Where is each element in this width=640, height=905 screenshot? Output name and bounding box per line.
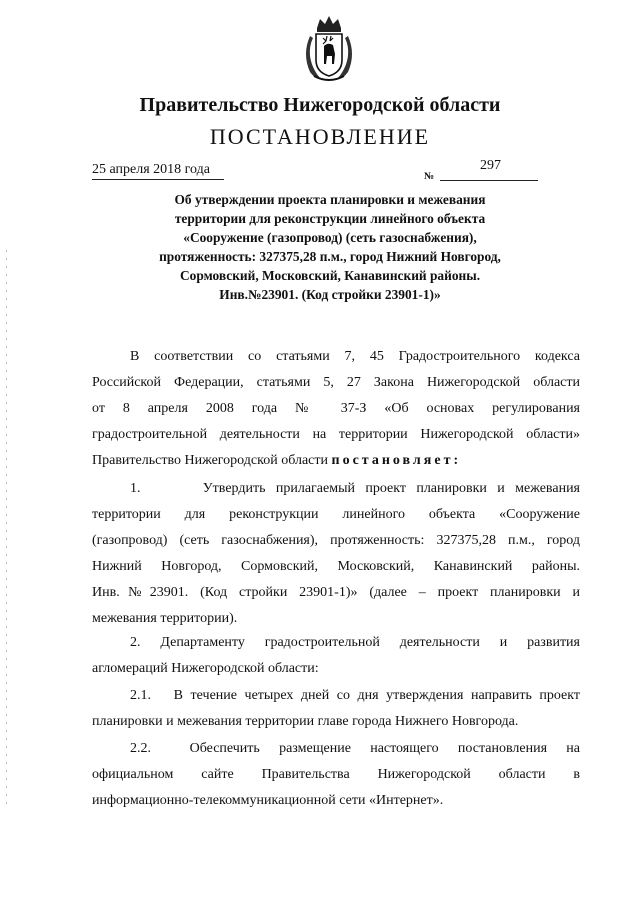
document-type: ПОСТАНОВЛЕНИЕ	[209, 124, 431, 149]
scan-edge-marks	[6, 250, 7, 810]
text-line: 2. Департаменту градостроительной деятельности и развития	[130, 635, 580, 650]
text-line	[92, 448, 580, 474]
number-sign: №	[424, 171, 435, 182]
item-2-2-paragraph	[92, 736, 580, 814]
text-line: 1. Утвердить прилагаемый проект планировки и межевания	[130, 481, 580, 496]
item-2-paragraph	[92, 630, 580, 682]
document-number: 297	[480, 158, 501, 173]
government-title: Правительство Нижегородской области	[139, 94, 501, 116]
item-1-paragraph	[92, 476, 580, 632]
subject-line: «Сооружение (газопровод) (сеть газоснабжения),	[183, 230, 477, 245]
text-line: В соответствии со статьями 7, 45 Градостроительного кодекса	[130, 349, 580, 364]
subject-line: протяженность: 327375,28 п.м., город Нижний Новгород,	[159, 249, 501, 264]
text-line: Российской Федерации, статьями 5, 27 Закона Нижегородской области	[92, 375, 580, 390]
subject-line: Сормовский, Московский, Канавинский районы.	[179, 268, 481, 283]
decree-word: постановляет:	[331, 453, 462, 468]
text-line: 2.2. Обеспечить размещение настоящего постановления на	[130, 741, 580, 756]
text-line: Инв.№23901. (Код стройки 23901-1)» (далее – проект планировки и	[92, 585, 580, 600]
number-underline	[440, 180, 538, 181]
subject-line: территории для реконструкции линейного объекта	[174, 211, 486, 226]
text-line: информационно-телекоммуникационной сети «Интернет».	[92, 793, 444, 808]
text-line: Нижний Новгород, Сормовский, Московский, Канавинский районы.	[92, 559, 580, 574]
coat-of-arms-emblem	[300, 14, 358, 82]
text-line: территории для реконструкции линейного объекта «Сооружение	[92, 507, 580, 522]
text-line: градостроительной деятельности на территории Нижегородской области»	[92, 427, 580, 442]
preamble-paragraph	[92, 344, 580, 474]
date-underline	[92, 179, 224, 180]
document-date: 25 апреля 2018 года	[92, 162, 210, 177]
text-line: от 8 апреля 2008 года № 37-З «Об основах регулирования	[92, 401, 580, 416]
document-subject	[110, 190, 550, 304]
text-line: 2.1. В течение четырех дней со дня утверждения направить проект	[130, 688, 580, 703]
item-2-1-paragraph	[92, 683, 580, 735]
text-line: агломераций Нижегородской области:	[92, 661, 319, 676]
preamble-subject: Правительство Нижегородской области	[92, 453, 328, 468]
text-line: (газопровод) (сеть газоснабжения), протяженность: 327375,28 п.м., город	[92, 533, 580, 548]
text-line: межевания территории).	[92, 611, 238, 626]
subject-line: Об утверждении проекта планировки и межевания	[174, 192, 486, 207]
text-line: планировки и межевания территории главе города Нижнего Новгорода.	[92, 714, 519, 729]
text-line: официальном сайте Правительства Нижегородской области в	[92, 767, 580, 782]
subject-line: Инв.№23901. (Код стройки 23901-1)»	[219, 287, 441, 302]
